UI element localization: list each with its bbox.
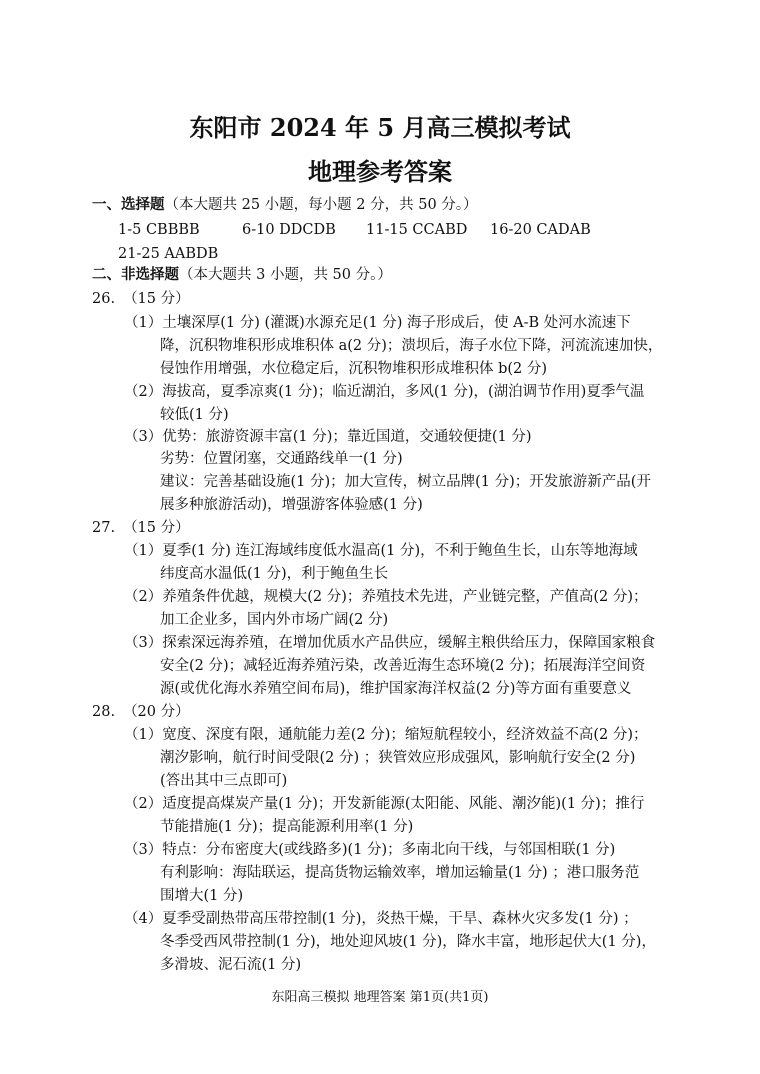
exam-title: 东阳市 2024 年 5 月高三模拟考试 [189, 113, 571, 142]
q26-header [92, 288, 190, 310]
answer-line: （1）宽度、深度有限，通航能力差(2 分)；缩短航程较小，经济效益不高(2 分)； [124, 727, 648, 743]
answer-line: 多滑坡、泥石流(1 分) [160, 957, 302, 973]
mc-answer-group: 16-20 CADAB [490, 222, 591, 238]
answer-line: （2）养殖条件优越，规模大(2 分)；养殖技术先进，产业链完整，产值高(2 分)； [124, 589, 648, 605]
section2-heading-line [92, 264, 392, 286]
answer-line: 纬度高水温低(1 分)，利于鲍鱼生长 [160, 566, 389, 582]
answer-line: 劣势：位置闭塞，交通路线单一(1 分) [160, 451, 403, 467]
answer-line: （3）优势：旅游资源丰富(1 分)；靠近国道，交通较便捷(1 分) [124, 429, 532, 445]
section1-heading: 一、选择题 [92, 196, 165, 213]
answer-line: 潮汐影响，航行时间受限(2 分) ；狭管效应形成强风，影响航行安全(2 分) [160, 750, 636, 766]
answer-line: 有利影响：海陆联运，提高货物运输效率，增加运输量(1 分) ；港口服务范 [160, 865, 640, 881]
answer-line: （4）夏季受副热带高压带控制(1 分)，炎热干燥，干旱、森林火灾多发(1 分) ； [124, 911, 638, 927]
section1-heading-line [92, 194, 478, 216]
question-score: （20 分） [123, 704, 190, 720]
answer-line: 展多种旅游活动)，增强游客体验感(1 分) [160, 497, 423, 513]
question-number: 27. [92, 520, 116, 536]
question-number: 26. [92, 291, 116, 307]
mc-answer-row [118, 219, 591, 241]
answer-line: 降，沉积物堆积形成堆积体 a(2 分)；溃坝后，海子水位下降，河流流速加快， [160, 338, 663, 354]
answer-line: 节能措施(1 分)；提高能源利用率(1 分) [160, 819, 414, 835]
mc-answer-group: 11-15 CCABD [366, 222, 468, 238]
answer-line: （1）夏季(1 分) 连江海域纬度低水温高(1 分)，不利于鲍鱼生长，山东等地海域 [124, 543, 638, 559]
answer-line: 较低(1 分) [160, 407, 229, 423]
answer-line: （2）适度提高煤炭产量(1 分)；开发新能源(太阳能、风能、潮汐能)(1 分)；推行 [124, 796, 645, 812]
answer-line: 源(或优化海水养殖空间布局)，维护国家海洋权益(2 分)等方面有重要意义 [160, 681, 632, 697]
exam-subtitle: 地理参考答案 [308, 157, 452, 186]
question-score: （15 分） [123, 291, 190, 307]
answer-line: (答出其中三点即可) [160, 773, 288, 789]
mc-answer-group: 21-25 AABDB [118, 246, 219, 262]
answer-line: （1）土壤深厚(1 分) (灌溉)水源充足(1 分) 海子形成后，使 A-B 处河水流速下 [124, 315, 631, 331]
question-score: （15 分） [123, 520, 190, 536]
mc-answer-row [118, 243, 218, 265]
section2-heading: 二、非选择题 [92, 266, 179, 283]
answer-line: （3）特点：分布密度大(或线路多)(1 分)；多南北向干线，与邻国相联(1 分) [124, 842, 616, 858]
answer-line: 加工企业多，国内外市场广阔(2 分) [160, 612, 389, 628]
answer-line: （3）探索深远海养殖，在增加优质水产品供应，缓解主粮供给压力，保障国家粮食 [124, 635, 656, 651]
question-number: 28. [92, 704, 116, 720]
mc-answer-group: 1-5 CBBBB [118, 222, 200, 238]
answer-line: （2）海拔高，夏季凉爽(1 分)；临近湖泊，多风(1 分)，(湖泊调节作用)夏季气温 [124, 384, 645, 400]
q28-header [92, 701, 190, 723]
answer-line: 安全(2 分)；减轻近海养殖污染，改善近海生态环境(2 分)；拓展海洋空间资 [160, 658, 646, 674]
q27-header [92, 517, 190, 539]
answer-line: 围增大(1 分) [160, 888, 244, 904]
answer-line: 冬季受西风带控制(1 分)，地处迎风坡(1 分)，降水丰富，地形起伏大(1 分)， [160, 934, 656, 950]
answer-line: 侵蚀作用增强，水位稳定后，沉积物堆积形成堆积体 b(2 分) [160, 361, 548, 377]
mc-answer-group: 6-10 DDCDB [242, 222, 336, 238]
section2-note: （本大题共 3 小题，共 50 分。） [179, 267, 392, 283]
page-footer: 东阳高三模拟 地理答案 第1页(共1页) [271, 990, 489, 1005]
section1-note: （本大题共 25 小题，每小题 2 分，共 50 分。） [164, 197, 478, 213]
answer-line: 建议：完善基础设施(1 分)；加大宣传，树立品牌(1 分)；开发旅游新产品(开 [160, 474, 651, 490]
